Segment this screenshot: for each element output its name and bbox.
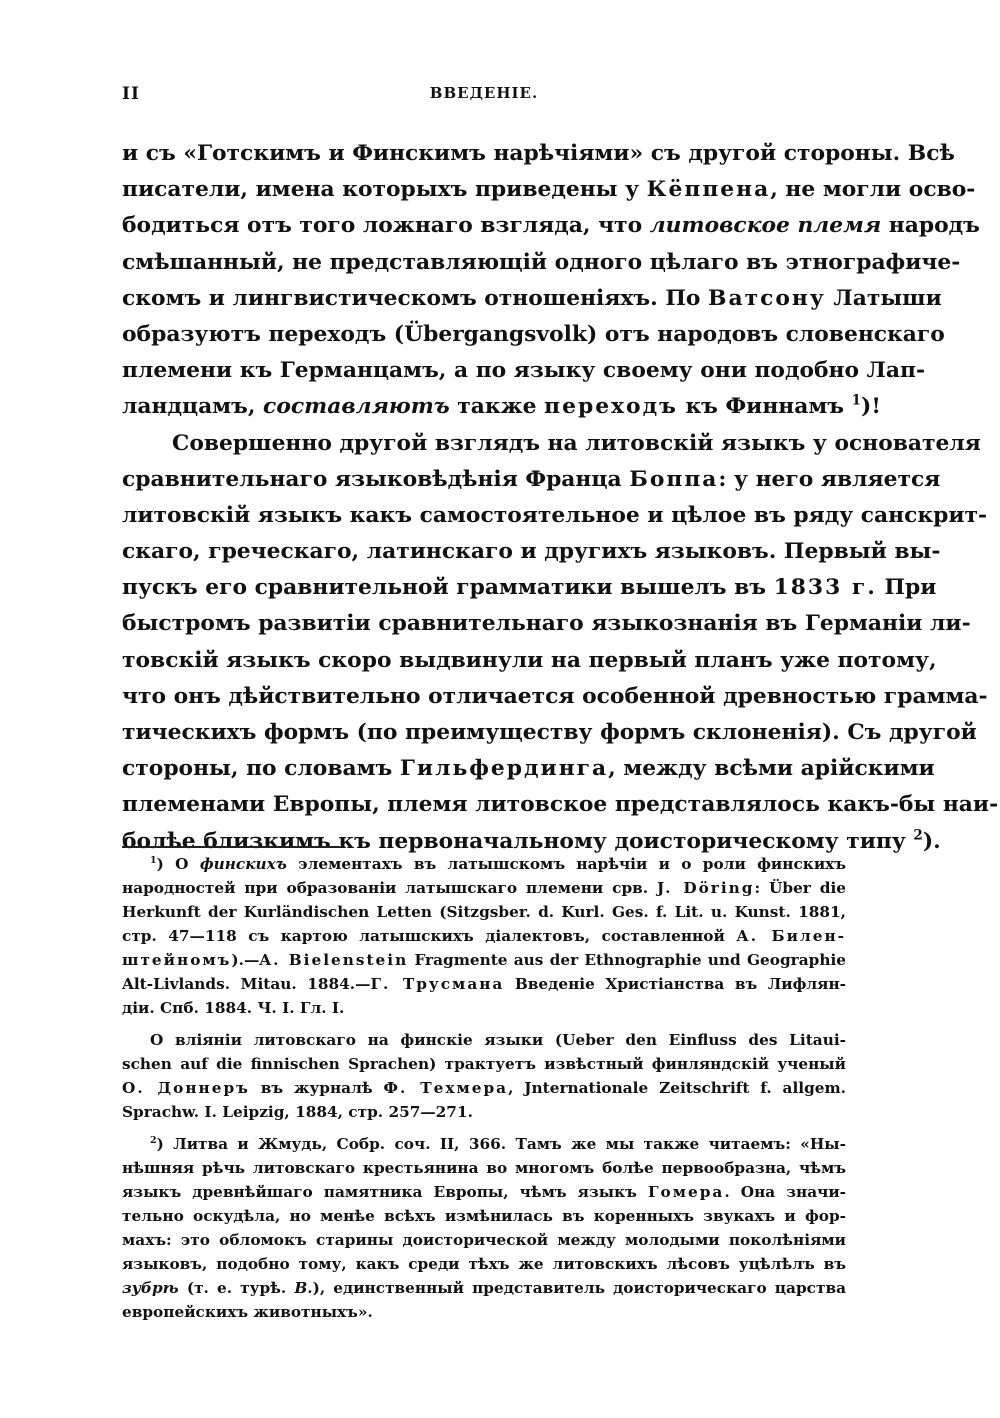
footnote-line: $^2$) Литва и Жмудь, Собр. соч. II, 366. Тамъ же мы также читаемъ: «Ны- xyxy=(150,1134,846,1153)
footnote-line: Herkunft der Kurländischen Letten (Sitzgsber. d. Kurl. Ges. f. Lit. u. Kunst. 1881, xyxy=(122,903,846,921)
footnote-line: европейскихъ животныхъ». xyxy=(122,1303,373,1321)
text-line: племени къ Германцамъ, а по языку своему они подобно Лап- xyxy=(122,358,926,384)
text-line: образуютъ переходъ (Übergangsvolk) отъ народовъ словенскаго xyxy=(122,321,945,347)
text-line: смѣшанный, не представляющій одного цѣлаго въ этнографиче- xyxy=(122,249,961,275)
footnote-line: зубрѣ (т. е. турѣ. В.), единственный представитель доисторическаго царства xyxy=(122,1279,846,1297)
footnote-line: народностей при образованіи латышскаго племени срв. J. Döring: Über die xyxy=(122,879,847,897)
footnote-line: тельно оскудѣла, но менѣе всѣхъ измѣнилась въ коренныхъ звукахъ и фор- xyxy=(122,1207,846,1225)
text-line: тическихъ формъ (по преимуществу формъ склоненія). Съ другой xyxy=(122,720,977,745)
text-line: и съ «Готскимъ и Финскимъ нарѣчіями» съ другой стороны. Всѣ xyxy=(122,141,955,166)
footnote-line: языкъ древнѣйшаго памятника Европы, чѣмъ языкъ Гомера. Она значи- xyxy=(122,1183,847,1201)
text-line: что онъ дѣйствительно отличается особенной древностью грамма- xyxy=(122,683,988,709)
running-title: ВВЕДЕНІЕ. xyxy=(429,84,539,102)
text-line: сравнительнаго языковѣдѣнія Франца Боппа: у него является xyxy=(122,466,941,492)
page-number: II xyxy=(122,84,140,104)
footnote-marker: 2 xyxy=(150,1134,157,1146)
footnote-marker: 1 xyxy=(150,854,157,866)
text-line: писатели, имена которыхъ приведены у Кёппена, не могли осво- xyxy=(122,177,976,203)
footnote-line: О вліяніи литовскаго на финскіе языки (Ueber den Einfluss des Litaui- xyxy=(150,1031,846,1049)
footnote-line: $^1$) О финскихъ элементахъ въ латышскомъ нарѣчіи и о роли финскихъ xyxy=(150,854,847,873)
text-line: ландцамъ, составляютъ также переходъ къ Финнамъ $^1$)! xyxy=(122,393,881,420)
footnote-line: махъ: это обломокъ старины доисторической между молодыми поколѣніями xyxy=(122,1231,846,1249)
footnote-line: стр. 47—118 съ картою латышскихъ діалектовъ, составленной А. Билен- xyxy=(122,927,847,945)
text-line: племенами Европы, племя литовское представлялось какъ-бы наи- xyxy=(122,792,999,818)
footnote-line: штейномъ).—A. Bielenstein Fragmente aus der Ethnographie und Geographie xyxy=(122,951,846,969)
footnote-ref: 1 xyxy=(851,393,862,410)
text-line: стороны, по словамъ Гильфердинга, между всѣми арійскими xyxy=(122,756,935,782)
text-line: товскій языкъ скоро выдвинули на первый планъ уже потому, xyxy=(122,647,937,673)
text-line: быстромъ развитіи сравнительнаго языкознанія въ Германіи ли- xyxy=(122,611,971,637)
running-header xyxy=(122,84,846,112)
footnote-line: Alt-Livlands. Mitau. 1884.—Г. Трусмана Введеніе Христіанства въ Лифлян- xyxy=(122,975,847,993)
footnote-divider xyxy=(122,846,340,848)
text-line: пускъ его сравнительной грамматики вышелъ въ 1833 г. При xyxy=(122,575,937,601)
text-line: скаго, греческаго, латинскаго и другихъ языковъ. Первый вы- xyxy=(122,539,941,565)
text-line: скомъ и лингвистическомъ отношеніяхъ. По Ватсону Латыши xyxy=(122,285,942,311)
footnote-ref: 2 xyxy=(913,827,923,844)
text-line: литовскій языкъ какъ самостоятельное и цѣлое въ ряду санскрит- xyxy=(122,502,988,528)
footnotes xyxy=(122,852,846,1324)
text-line: бодиться отъ того ложнаго взгляда, что литовское племя народъ xyxy=(122,213,980,239)
text-line: болѣе близкимъ къ первоначальному доисторическому типу $^2$). xyxy=(122,827,941,854)
footnote-line: Sprachw. I. Leipzig, 1884, стр. 257—271. xyxy=(122,1103,473,1121)
footnote-line: О. Доннеръ въ журналѣ Ф. Техмера, Jnternationale Zeitschrift f. allgem. xyxy=(122,1079,847,1097)
footnote-line: діи. Спб. 1884. Ч. I. Гл. I. xyxy=(122,999,345,1017)
footnote-line: языковъ, подобно тому, какъ среди тѣхъ же литовскихъ лѣсовъ уцѣлѣлъ въ xyxy=(122,1255,846,1273)
footnote-line: schen auf die finnischen Sprachen) трактуетъ извѣстный финляндскій ученый xyxy=(122,1055,846,1073)
text-line: Совершенно другой взглядъ на литовскій языкъ у основателя xyxy=(172,430,981,456)
footnote-line: нѣшняя рѣчь литовскаго крестьянина во многомъ болѣе первообразна, чѣмъ xyxy=(122,1159,846,1177)
main-text xyxy=(122,136,999,860)
